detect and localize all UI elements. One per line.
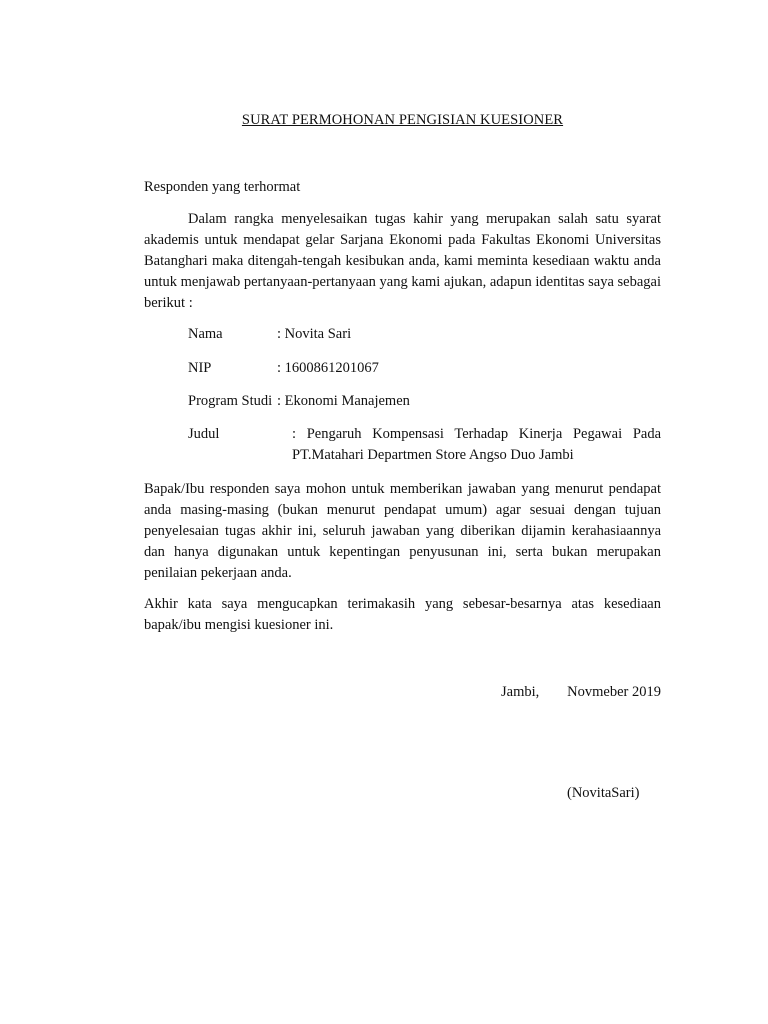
identity-row-judul xyxy=(188,424,661,468)
identity-row-nip xyxy=(188,358,661,379)
judul-value xyxy=(292,424,661,466)
letter-title: SURAT PERMOHONAN PENGISIAN KUESIONER xyxy=(241,112,564,128)
greeting: Responden yang terhormat xyxy=(144,179,301,195)
nama-value: : Novita Sari xyxy=(277,326,352,342)
intro-paragraph: Dalam rangka menyelesaikan tugas kahir yang merupakan salah satu syarat akademis untuk mendapat gelar Sarjana Ekonomi pada Fakultas Ekonomi Universitas Batanghari maka ditengah-tengah kesibukan anda, kami meminta kesediaan waktu anda untuk menjawab pertanyaan-pertanyaan yang kami ajukan, adapun identitas saya sebagai berikut : xyxy=(144,211,661,311)
closing-paragraph: Akhir kata saya mengucapkan terimakasih yang sebesar-besarnya atas kesediaan bapak/ibu mengisi kuesioner ini. xyxy=(144,596,661,633)
place: Jambi, xyxy=(501,684,540,700)
nip-value: : 1600861201067 xyxy=(277,360,379,376)
judul-value-line1: : Pengaruh Kompensasi Terhadap Kinerja Pegawai Pada xyxy=(292,426,661,442)
identity-row-nama xyxy=(188,324,661,345)
signature-name: (NovitaSari) xyxy=(567,785,640,801)
place-date xyxy=(501,682,661,703)
request-paragraph: Bapak/Ibu responden saya mohon untuk memberikan jawaban yang menurut pendapat anda masing-masing (bukan menurut pendapat umum) agar sesuai dengan tujuan penyelesaian tugas akhir ini, seluruh jawaban yang diberikan dijamin kerahasiaannya dan hanya digunakan untuk kepentingan penyusunan ini, serta bukan merupakan penilaian pekerjaan anda. xyxy=(144,481,661,581)
nip-label: NIP xyxy=(188,360,212,376)
date: Novmeber 2019 xyxy=(567,684,661,700)
prodi-label: Program Studi xyxy=(188,393,273,409)
prodi-value: : Ekonomi Manajemen xyxy=(277,393,410,409)
judul-label: Judul xyxy=(188,426,220,442)
judul-value-line2: PT.Matahari Departmen Store Angso Duo Jambi xyxy=(292,447,574,463)
identity-row-prodi xyxy=(188,391,661,412)
nama-label: Nama xyxy=(188,326,223,342)
